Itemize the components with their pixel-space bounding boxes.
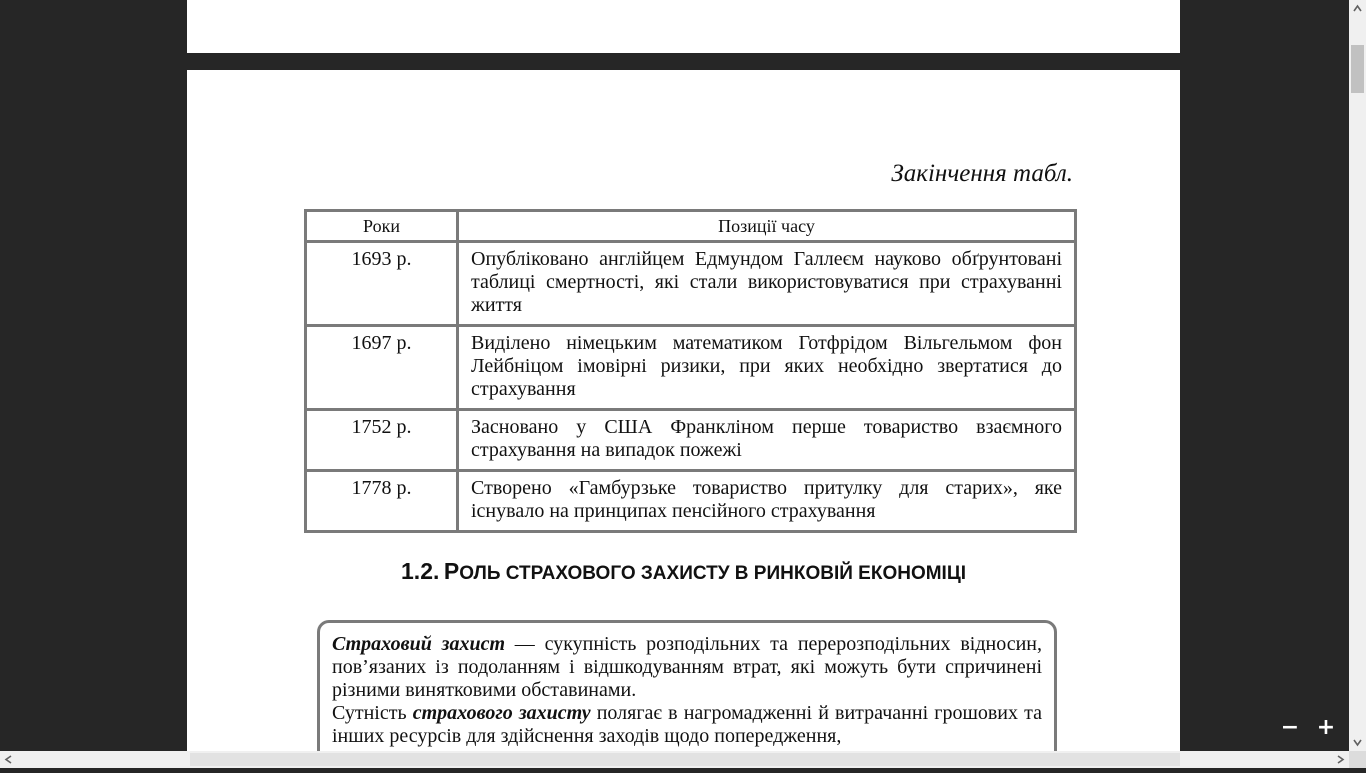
minus-icon: − [1280,715,1300,740]
section-number: 1.2. [401,558,440,584]
essence-start: Сутність [332,702,413,724]
scrollbar-corner [1349,751,1366,768]
row-text: Опубліковано англійцем Едмундом Галлеєм науково обґрунтовані таблиці смертності, які стали використовуватися при страхуванні життя [458,242,1076,326]
table-row [306,471,1076,532]
table-row [306,410,1076,471]
row-year: 1697 р. [306,326,458,410]
chevron-down-icon [1349,734,1366,751]
row-text: Виділено німецьким математиком Готфрідом Вільгельмом фон Лейбніцом імовірні ризики, при яких необхідно звертатися до страхування [458,326,1076,410]
horizontal-scroll-thumb[interactable] [190,753,1180,766]
table-row [306,326,1076,410]
chevron-left-icon [0,751,17,768]
row-year: 1693 р. [306,242,458,326]
definition-paragraph [332,633,1042,702]
chevron-right-icon [1332,751,1349,768]
row-year: 1752 р. [306,410,458,471]
vertical-scrollbar[interactable] [1349,0,1366,751]
row-year: 1778 р. [306,471,458,532]
vertical-scroll-thumb[interactable] [1351,45,1364,93]
essence-paragraph [332,702,1042,748]
section-title-rest: ОЛЬ СТРАХОВОГО ЗАХИСТУ В РИНКОВІЙ ЕКОНОМІЦІ [459,563,966,584]
scroll-left-button[interactable] [0,751,17,768]
history-table [304,209,1077,533]
zoom-out-button[interactable] [1278,716,1302,740]
table-row [306,242,1076,326]
table-caption: Закінчення табл. [891,160,1073,187]
scroll-right-button[interactable] [1332,751,1349,768]
essence-text: полягає в нагромадженні й витрачанні грошових та інших ресурсів для здійснення заходів щодо попередження, [332,702,1042,747]
essence-term: страхового захисту [412,702,591,724]
previous-page [187,0,1180,53]
header-years: Роки [306,211,458,242]
horizontal-scrollbar[interactable] [0,751,1349,768]
zoom-controls [1276,716,1336,740]
definition-box [317,620,1057,751]
definition-term: Страховий захист [332,633,506,655]
scroll-up-button[interactable] [1349,0,1366,17]
row-text: Створено «Гамбурзьке товариство притулку для старих», яке існувало на принципах пенсійного страхування [458,471,1076,532]
zoom-in-button[interactable] [1314,716,1338,740]
section-heading [187,558,1180,585]
section-title-initial: Р [443,558,460,584]
table-header-row [306,211,1076,242]
document-page [187,70,1180,751]
definition-text: — сукупність розподільних та перерозподільних відносин, пов’язаних із подоланням і відшкодуванням втрат, які можуть бути спричинені різними винятковими обставинами. [332,633,1042,701]
scroll-down-button[interactable] [1349,734,1366,751]
plus-icon: + [1316,715,1336,740]
row-text: Засновано у США Франкліном перше товариство взаємного страхування на випадок пожежі [458,410,1076,471]
chevron-up-icon [1349,0,1366,17]
header-positions: Позиції часу [458,211,1076,242]
